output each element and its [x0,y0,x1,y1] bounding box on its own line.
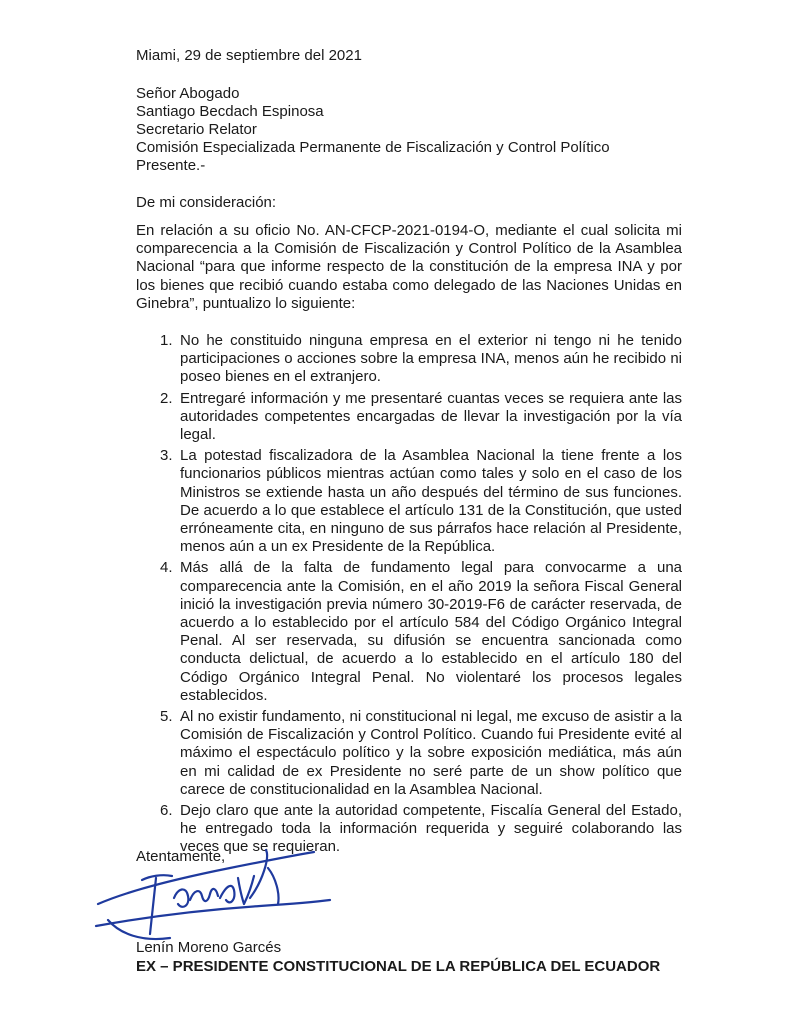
list-item-text: Dejo claro que ante la autoridad competente, Fiscalía General del Estado, he entregado toda la información requerida y seguiré colaborando las veces que se requieran. [180,802,682,856]
intro-paragraph: En relación a su oficio No. AN-CFCP-2021-0194-O, mediante el cual solicita mi comparecencia a la Comisión de Fiscalización y Control Político de la Asamblea Nacional “para que informe respecto de la constitución de la empresa INA y por los bienes que recibió cuando estaba como delegado de las Naciones Unidas en Ginebra”, puntualizo lo siguiente: [136,222,682,312]
list-item-number: 5. [160,708,173,726]
list-item-text: Entregaré información y me presentaré cuantas veces se requiera ante las autoridades competentes encargadas de llevar la investigación por la vía legal. [180,389,682,444]
recipient-role: Secretario Relator [136,121,257,138]
list-item [136,447,682,556]
letter-header [136,47,610,212]
list-item-number: 6. [160,802,173,820]
list-item-number: 2. [160,389,173,407]
date-line: Miami, 29 de septiembre del 2021 [136,47,362,64]
list-item-text: Al no existir fundamento, ni constitucional ni legal, me excuso de asistir a la Comisión de Fiscalización y Control Político. Cuando fui Presidente evité al máximo el espectáculo político y la sobre exposición mediática, más aún en mi calidad de ex Presidente no seré parte de un show político que carece de constitucionalidad en la Asamblea Nacional. [180,708,682,798]
recipient-title: Señor Abogado [136,85,240,102]
list-item [136,390,682,445]
signer-name: Lenín Moreno Garcés [136,939,282,956]
recipient-name: Santiago Becdach Espinosa [136,103,324,120]
list-item [136,332,682,387]
list-item [136,708,682,799]
list-item-text: Más allá de la falta de fundamento legal para convocarme a una comparecencia ante la Comisión, en el año 2019 la señora Fiscal General inició la investigación previa número 30-2019-F6 de carácter reservada, de acuerdo a lo establecido por el artículo 584 del Código Orgánico Integral Penal. Al ser reservada, su difusión se encuentra sancionada como conducta delictual, de acuerdo a lo establecido en el artículo 180 del Código Orgánico Integral Penal. No violentaré los procesos legales establecidos. [180,559,682,704]
points-list [136,332,682,860]
signature-strokes [96,850,330,939]
list-item-number: 4. [160,559,173,577]
list-item-text: La potestad fiscalizadora de la Asamblea Nacional la tiene frente a los funcionarios públicos mientras actúan como tales y solo en el caso de los Ministros se extiende hasta un año después del término de sus funciones. De acuerdo a lo que establece el artículo 131 de la Constitución, que usted erróneamente cita, en ninguno de sus párrafos hace relación al Presidente, menos aún a un ex Presidente de la República. [180,447,682,556]
list-item-number: 3. [160,447,173,465]
signer-title: EX – PRESIDENTE CONSTITUCIONAL DE LA REPÚBLICA DEL ECUADOR [136,958,661,975]
list-item-number: 1. [160,332,173,349]
recipient-commission: Comisión Especializada Permanente de Fiscalización y Control Político [136,139,610,156]
recipient-presente: Presente.- [136,157,206,174]
list-item-text: No he constituido ninguna empresa en el exterior ni tengo ni he tenido participaciones o acciones sobre la empresa INA, menos aún he recibido ni poseo bienes en el extranjero. [180,332,682,386]
list-item [136,559,682,705]
handwritten-signature [90,838,350,948]
closing-line: Atentamente, [136,848,226,865]
salutation: De mi consideración: [136,194,277,211]
